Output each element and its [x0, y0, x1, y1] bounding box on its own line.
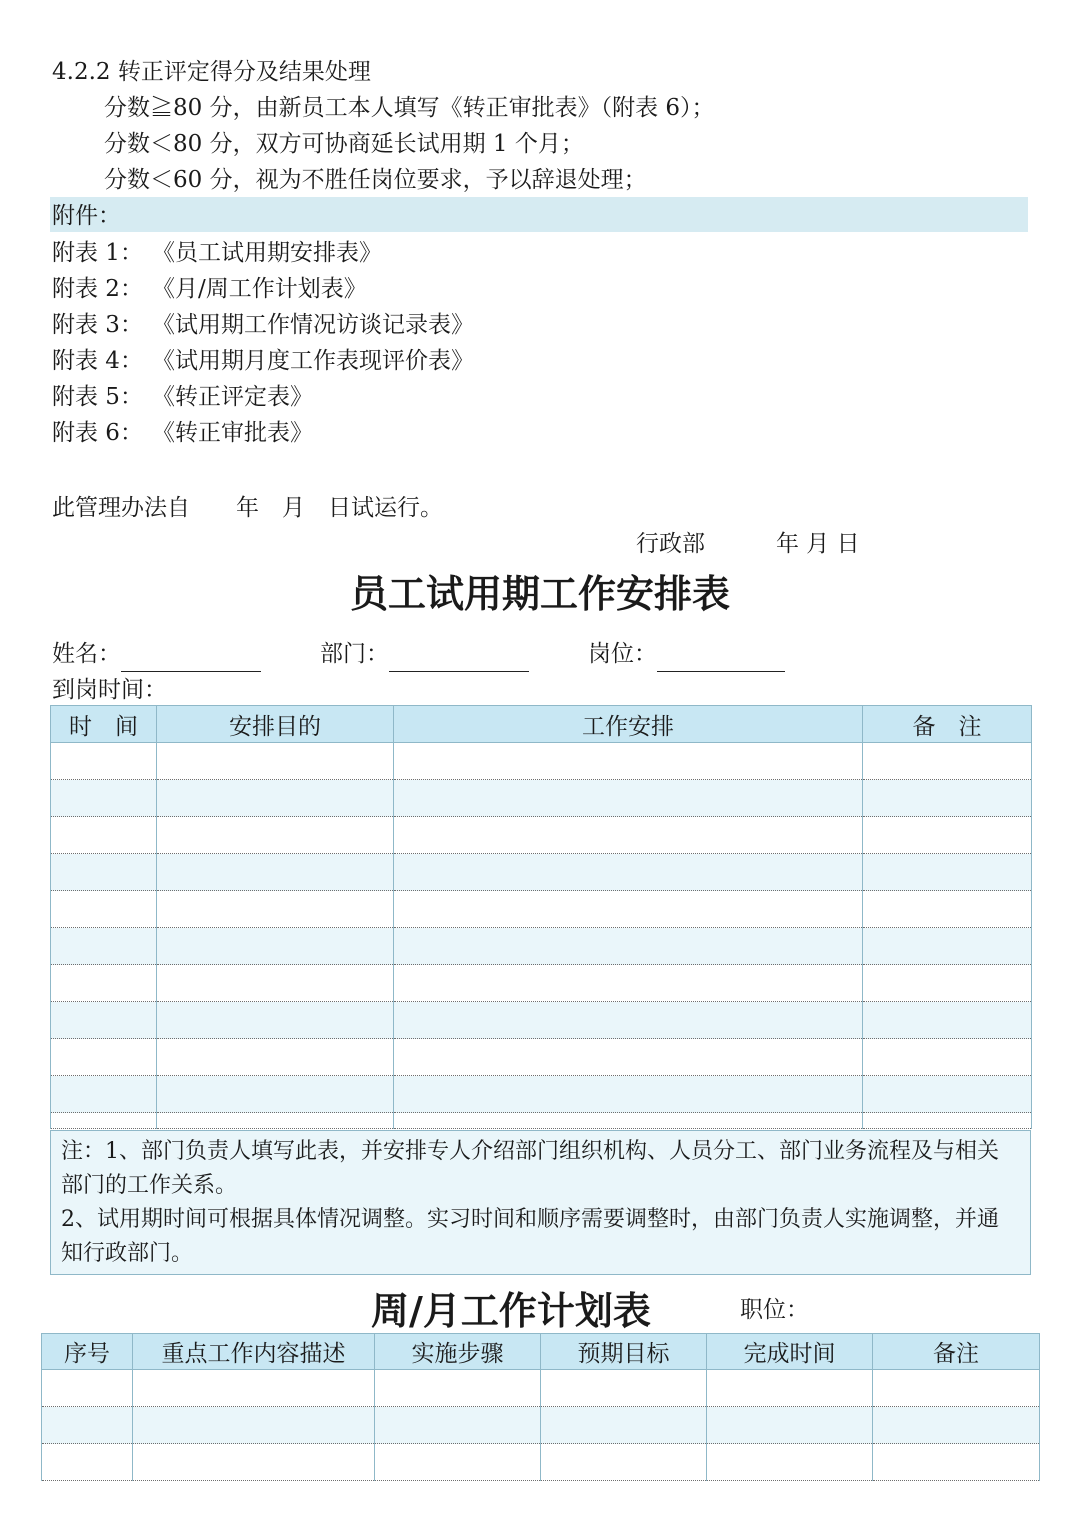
cell[interactable]: [157, 780, 394, 817]
cell[interactable]: [157, 891, 394, 928]
cell[interactable]: [133, 1370, 375, 1407]
cell[interactable]: [375, 1407, 541, 1444]
trial-run-text: 此管理办法自 年 月 日试运行。: [52, 495, 443, 521]
section-heading: 4.2.2 转正评定得分及结果处理: [52, 59, 371, 85]
cell[interactable]: [42, 1370, 133, 1407]
cell[interactable]: [873, 1407, 1040, 1444]
table-row: [51, 743, 1032, 780]
table-row: [42, 1370, 1040, 1407]
cell[interactable]: [375, 1444, 541, 1481]
cell[interactable]: [51, 1113, 157, 1129]
cell[interactable]: [394, 817, 863, 854]
cell[interactable]: [863, 1113, 1032, 1129]
cell[interactable]: [51, 780, 157, 817]
position-blank[interactable]: [657, 645, 785, 672]
attachment-no-1: 附表 1：: [52, 240, 143, 266]
table-row: [51, 854, 1032, 891]
cell[interactable]: [863, 928, 1032, 965]
name-field: [52, 636, 261, 672]
issuing-dept: 行政部: [636, 531, 705, 557]
cell[interactable]: [394, 854, 863, 891]
cell[interactable]: [51, 743, 157, 780]
col-purpose: 安排目的: [157, 706, 394, 743]
table-row: [51, 891, 1032, 928]
cell[interactable]: [394, 1002, 863, 1039]
cell[interactable]: [51, 965, 157, 1002]
rule-line-1: 分数≧80 分，由新员工本人填写《转正审批表》（附表 6）；: [104, 95, 715, 121]
schedule-notes: [50, 1130, 1031, 1275]
note-1: 注：1、部门负责人填写此表，并安排专人介绍部门组织机构、人员分工、部门业务流程及与相关部门的工作关系。: [61, 1139, 1000, 1198]
cell[interactable]: [133, 1444, 375, 1481]
attachment-name-1: 《员工试用期安排表》: [152, 240, 382, 266]
name-label: 姓名：: [52, 641, 121, 667]
cell[interactable]: [707, 1407, 873, 1444]
schedule-form-title: 员工试用期工作安排表: [349, 572, 730, 616]
attachment-no-5: 附表 5：: [52, 384, 143, 410]
attachment-name-3: 《试用期工作情况访谈记录表》: [152, 312, 474, 338]
cell[interactable]: [157, 1076, 394, 1113]
note-2: 2、试用期时间可根据具体情况调整。实习时间和顺序需要调整时，由部门负责人实施调整，并通知行政部门。: [61, 1207, 1000, 1266]
cell[interactable]: [51, 1002, 157, 1039]
cell[interactable]: [863, 817, 1032, 854]
cell[interactable]: [863, 780, 1032, 817]
attachment-no-2: 附表 2：: [52, 276, 143, 302]
dept-field: [320, 636, 529, 672]
cell[interactable]: [394, 780, 863, 817]
cell[interactable]: [394, 1113, 863, 1129]
cell[interactable]: [707, 1370, 873, 1407]
cell[interactable]: [863, 891, 1032, 928]
cell[interactable]: [51, 1039, 157, 1076]
cell[interactable]: [157, 743, 394, 780]
attachment-name-2: 《月/周工作计划表》: [152, 276, 367, 302]
col-work: 工作安排: [394, 706, 863, 743]
table-row: [51, 780, 1032, 817]
dept-blank[interactable]: [389, 645, 529, 672]
cell[interactable]: [863, 743, 1032, 780]
cell[interactable]: [375, 1370, 541, 1407]
cell[interactable]: [873, 1370, 1040, 1407]
attachments-label: 附件：: [52, 203, 121, 229]
cell[interactable]: [42, 1407, 133, 1444]
cell[interactable]: [541, 1444, 707, 1481]
cell[interactable]: [157, 817, 394, 854]
plan-header-row: [42, 1334, 1040, 1370]
cell[interactable]: [133, 1407, 375, 1444]
dept-label: 部门：: [320, 641, 389, 667]
table-row: [51, 1113, 1032, 1129]
cell[interactable]: [707, 1444, 873, 1481]
plan-table: [41, 1333, 1040, 1481]
col-deadline: 完成时间: [707, 1334, 873, 1370]
col-goal: 预期目标: [541, 1334, 707, 1370]
cell[interactable]: [51, 928, 157, 965]
plan-position-label: 职位：: [740, 1297, 809, 1323]
attachment-name-5: 《转正评定表》: [152, 384, 313, 410]
cell[interactable]: [42, 1444, 133, 1481]
cell[interactable]: [394, 743, 863, 780]
issue-date: 年 月 日: [776, 531, 860, 557]
cell[interactable]: [51, 854, 157, 891]
cell[interactable]: [863, 965, 1032, 1002]
table-row: [51, 1002, 1032, 1039]
cell[interactable]: [51, 891, 157, 928]
rule-line-2: 分数＜80 分，双方可协商延长试用期 1 个月；: [104, 131, 584, 157]
col-time: 时 间: [51, 706, 157, 743]
position-label: 岗位：: [588, 641, 657, 667]
schedule-header-row: [51, 706, 1032, 743]
cell[interactable]: [394, 1039, 863, 1076]
col-steps: 实施步骤: [375, 1334, 541, 1370]
cell[interactable]: [51, 1076, 157, 1113]
col-seq: 序号: [42, 1334, 133, 1370]
cell[interactable]: [873, 1444, 1040, 1481]
cell[interactable]: [157, 965, 394, 1002]
attachments-band: [50, 197, 1028, 232]
cell[interactable]: [157, 1039, 394, 1076]
attachment-no-6: 附表 6：: [52, 420, 143, 446]
name-blank[interactable]: [121, 645, 261, 672]
cell[interactable]: [863, 1076, 1032, 1113]
cell[interactable]: [51, 817, 157, 854]
table-row: [51, 1039, 1032, 1076]
col-description: 重点工作内容描述: [133, 1334, 375, 1370]
table-row: [51, 965, 1032, 1002]
cell[interactable]: [394, 891, 863, 928]
attachment-name-6: 《转正审批表》: [152, 420, 313, 446]
plan-form-title: 周/月工作计划表: [371, 1289, 651, 1333]
cell[interactable]: [157, 1113, 394, 1129]
position-field: [588, 636, 785, 672]
cell[interactable]: [541, 1370, 707, 1407]
table-row: [51, 817, 1032, 854]
cell[interactable]: [541, 1407, 707, 1444]
cell[interactable]: [394, 928, 863, 965]
schedule-table: [50, 705, 1032, 1129]
cell[interactable]: [863, 1039, 1032, 1076]
attachment-no-4: 附表 4：: [52, 348, 143, 374]
cell[interactable]: [157, 1002, 394, 1039]
attachment-name-4: 《试用期月度工作表现评价表》: [152, 348, 474, 374]
cell[interactable]: [394, 1076, 863, 1113]
table-row: [51, 928, 1032, 965]
attachment-no-3: 附表 3：: [52, 312, 143, 338]
cell[interactable]: [863, 1002, 1032, 1039]
cell[interactable]: [394, 965, 863, 1002]
col-remark: 备 注: [863, 706, 1032, 743]
rule-line-3: 分数＜60 分，视为不胜任岗位要求，予以辞退处理；: [104, 167, 647, 193]
arrival-label: 到岗时间：: [52, 677, 167, 703]
cell[interactable]: [863, 854, 1032, 891]
table-row: [42, 1407, 1040, 1444]
table-row: [42, 1444, 1040, 1481]
cell[interactable]: [157, 928, 394, 965]
col-notes: 备注: [873, 1334, 1040, 1370]
cell[interactable]: [157, 854, 394, 891]
table-row: [51, 1076, 1032, 1113]
